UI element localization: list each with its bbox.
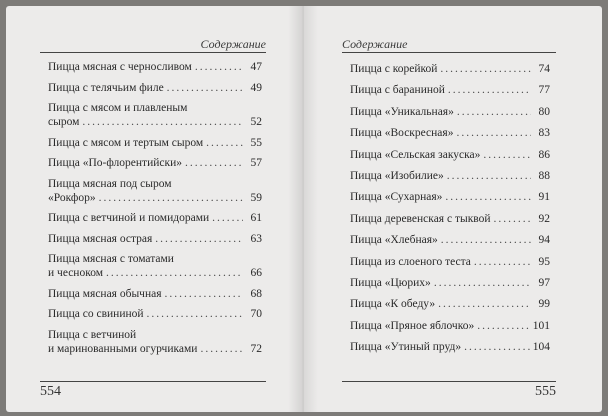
toc-entry	[48, 81, 262, 95]
toc-entry-title: и маринованными огурчиками	[48, 342, 198, 355]
toc-entry-page: 91	[538, 191, 550, 204]
leader-dots	[448, 83, 531, 97]
header-rule	[342, 52, 556, 53]
leader-dots	[447, 169, 531, 183]
toc-entry	[350, 148, 550, 162]
page-number: 555	[535, 384, 556, 399]
toc-entry-page: 74	[538, 63, 550, 75]
toc-entry-title: Пицца «Изобилие»	[350, 169, 444, 182]
toc-entry	[350, 297, 550, 311]
leader-dots	[438, 297, 531, 311]
leader-dots	[464, 340, 530, 354]
toc-entry-title: Пицца «К обеду»	[350, 298, 436, 311]
running-head: Содержание	[200, 37, 266, 51]
leader-dots	[206, 136, 243, 150]
toc-entry-title: сыром	[48, 116, 80, 128]
leader-dots	[212, 211, 243, 225]
toc-entry-page: 101	[532, 319, 550, 332]
leader-dots	[477, 319, 530, 333]
toc-entry-page: 92	[538, 212, 550, 225]
toc-entry	[350, 276, 550, 290]
toc-entry-title: Пицца с бараниной	[350, 84, 445, 97]
toc-list	[350, 62, 550, 361]
toc-entry	[48, 211, 262, 225]
toc-entry	[48, 252, 262, 280]
toc-entry	[350, 255, 550, 269]
leader-dots	[155, 232, 243, 246]
leader-dots	[457, 105, 531, 119]
toc-entry-title: Пицца с мясом и тертым сыром	[48, 136, 204, 149]
leader-dots	[474, 255, 531, 269]
toc-entry-page: 49	[250, 81, 262, 94]
toc-entry-page: 80	[538, 105, 550, 118]
toc-entry-title: Пицца «Сухарная»	[350, 191, 443, 204]
toc-entry-page: 52	[250, 116, 262, 128]
toc-entry-title: Пицца «По-флорентийски»	[48, 157, 182, 169]
leader-dots	[200, 342, 243, 356]
toc-entry-page: 47	[250, 61, 262, 73]
toc-entry	[48, 101, 262, 129]
toc-entry-title: Пицца «Цюрих»	[350, 276, 431, 289]
toc-entry	[48, 177, 262, 205]
toc-entry-title: Пицца мясная острая	[48, 232, 153, 245]
toc-entry	[350, 340, 550, 354]
leader-dots	[99, 191, 243, 205]
toc-entry-title: Пицца «Утиный пруд»	[350, 341, 462, 354]
toc-entry	[350, 190, 550, 204]
toc-entry-page: 66	[250, 267, 262, 279]
leader-dots	[106, 266, 243, 280]
toc-entry	[48, 156, 262, 170]
toc-entry	[48, 287, 262, 301]
toc-entry-page: 63	[250, 232, 262, 245]
leader-dots	[456, 126, 531, 140]
toc-entry-page: 86	[538, 148, 550, 161]
toc-entry-title: Пицца «Пряное яблочко»	[350, 319, 475, 332]
toc-entry-title: Пицца «Уникальная»	[350, 105, 454, 118]
leader-dots	[167, 81, 243, 95]
toc-entry-page: 97	[538, 276, 550, 289]
toc-entry	[48, 60, 262, 74]
leader-dots	[445, 190, 531, 204]
toc-entry-title-line1: Пицца с ветчиной	[48, 328, 137, 341]
footer-rule	[342, 381, 556, 382]
toc-entry	[350, 105, 550, 119]
toc-entry-title: «Рокфор»	[48, 191, 96, 204]
toc-entry-title: Пицца из слоеного теста	[350, 255, 471, 268]
toc-entry-page: 95	[538, 255, 550, 268]
toc-entry-title-line1: Пицца мясная с томатами	[48, 253, 174, 265]
toc-entry-title: и чесноком	[48, 267, 104, 279]
leader-dots	[494, 212, 531, 226]
leader-dots	[147, 307, 243, 321]
toc-entry-page: 55	[250, 136, 262, 149]
toc-entry	[48, 232, 262, 246]
toc-entry-page: 77	[538, 84, 550, 97]
page-number: 554	[40, 384, 61, 399]
toc-list	[48, 60, 262, 362]
running-head: Содержание	[342, 37, 408, 51]
toc-entry-page: 70	[250, 308, 262, 320]
toc-entry-page: 59	[250, 191, 262, 204]
toc-entry-page: 104	[532, 341, 550, 354]
leader-dots	[434, 276, 531, 290]
toc-entry-title: Пицца с ветчиной и помидорами	[48, 212, 210, 224]
toc-entry-page: 88	[538, 169, 550, 182]
toc-entry-title: Пицца «Сельская закуска»	[350, 148, 481, 161]
toc-entry-page: 68	[250, 287, 262, 300]
leader-dots	[441, 233, 531, 247]
toc-entry-title-line1: Пицца с мясом и плавленым	[48, 102, 188, 114]
toc-entry	[350, 169, 550, 183]
leader-dots	[195, 60, 243, 74]
toc-entry-title: Пицца «Воскресная»	[350, 127, 454, 140]
toc-entry	[48, 307, 262, 321]
toc-entry	[48, 328, 262, 356]
toc-entry-page: 57	[250, 157, 262, 169]
toc-entry-page: 99	[538, 298, 550, 311]
right-page	[302, 6, 602, 412]
toc-entry	[350, 83, 550, 97]
toc-entry-title: Пицца «Хлебная»	[350, 234, 438, 247]
leader-dots	[185, 156, 243, 170]
toc-entry-title-line1: Пицца мясная под сыром	[48, 177, 172, 190]
toc-entry-title: Пицца со свининой	[48, 308, 144, 320]
left-page	[6, 6, 302, 412]
toc-entry-page: 83	[538, 127, 550, 140]
toc-entry-title: Пицца с корейкой	[350, 63, 438, 75]
toc-entry	[350, 126, 550, 140]
footer-rule	[40, 381, 266, 382]
toc-entry-title: Пицца мясная с черносливом	[48, 61, 192, 73]
toc-entry	[350, 212, 550, 226]
leader-dots	[440, 62, 531, 76]
toc-entry	[350, 233, 550, 247]
header-rule	[40, 52, 266, 53]
toc-entry-title: Пицца мясная обычная	[48, 287, 162, 300]
toc-entry-page: 61	[250, 212, 262, 224]
leader-dots	[165, 287, 243, 301]
toc-entry-title: Пицца с телячьим филе	[48, 81, 164, 94]
toc-entry-page: 72	[250, 342, 262, 355]
leader-dots	[483, 148, 531, 162]
toc-entry	[350, 319, 550, 333]
toc-entry-title: Пицца деревенская с тыквой	[350, 212, 491, 225]
toc-entry-page: 94	[538, 234, 550, 247]
toc-entry	[48, 136, 262, 150]
leader-dots	[82, 115, 243, 129]
toc-entry	[350, 62, 550, 76]
